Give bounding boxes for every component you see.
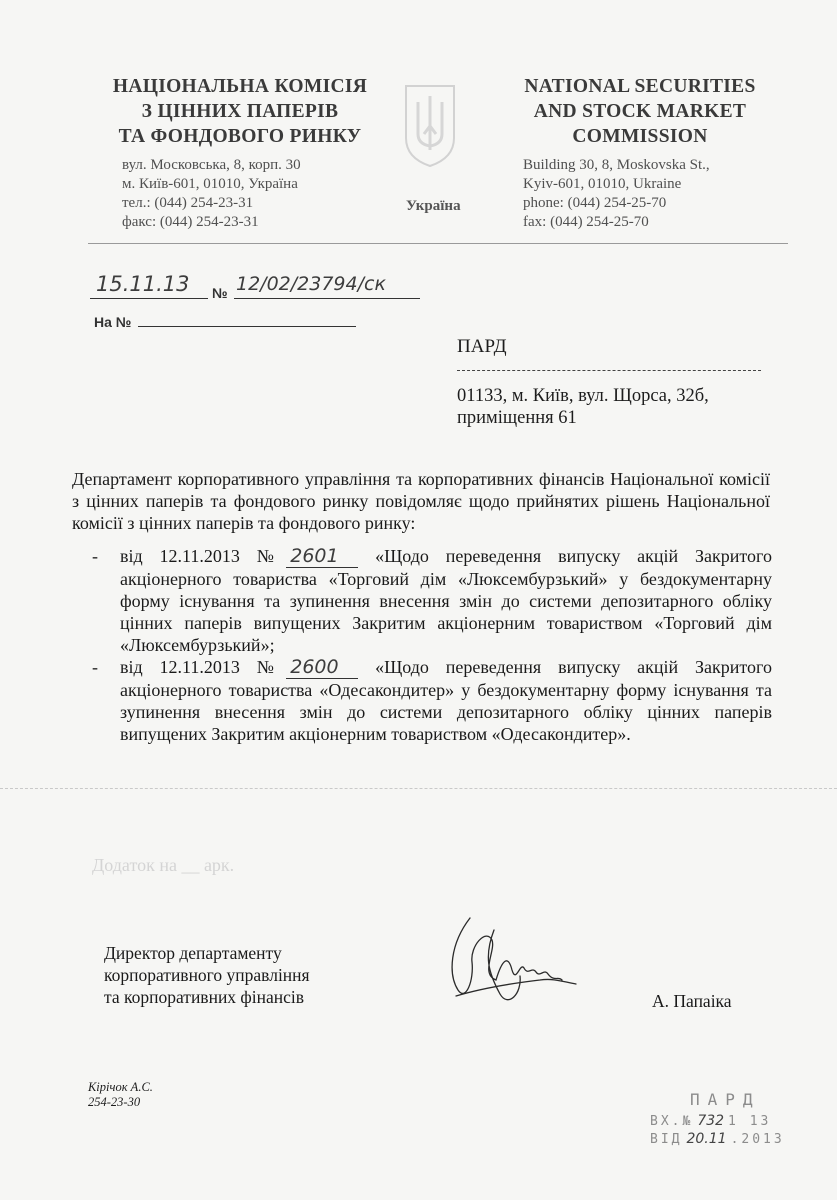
stamp-date-suffix: .2013 — [730, 1132, 785, 1147]
executor-name: Кірічок А.С. — [88, 1080, 153, 1094]
header-en-address-1: Building 30, 8, Moskovska St., — [523, 157, 710, 173]
incoming-stamp — [650, 1090, 820, 1160]
coat-of-arms-icon — [398, 80, 462, 170]
item-2-text: «Щодо переведення випуску акцій Закритого акціонерного товариства «Одесакондитер» у бездокументарну форму існування та зупинення внесення змін до системи депозитарного обліку цінних паперів випущених Закритим акціонерним товариством «Одесакондитер». — [120, 657, 772, 744]
item-1 — [120, 545, 772, 656]
stamp-line-2 — [650, 1130, 785, 1148]
signer-position — [104, 942, 310, 1008]
header-ua-title-1: НАЦІОНАЛЬНА КОМІСІЯ — [112, 76, 368, 97]
signer-name: А. Папаіка — [652, 991, 732, 1011]
executor — [88, 1080, 153, 1110]
country-label: Україна — [406, 198, 461, 214]
stamp-org: ПАРД — [690, 1090, 761, 1109]
body-intro: Департамент корпоративного управління та корпоративних фінансів Національної комісії з цінних паперів та фондового ринку повідомляє щодо прийнятих рішень Національної комісії з цінних паперів та фондового ринку: — [72, 469, 770, 533]
recipient-address-1: 01133, м. Київ, вул. Щорса, 32б, — [457, 386, 709, 406]
header-divider — [88, 243, 788, 244]
item-1-text: «Щодо переведення випуску акцій Закритого акціонерного товариства «Торговий дім «Люксембурзький» у бездокументарну форму існування та зупинення внесення змін до системи депозитарного обліку цінних паперів випущених Закритим акціонерним товариством «Торговий дім «Люксембурзький»; — [120, 546, 772, 655]
recipient-address-2: приміщення 61 — [457, 408, 577, 428]
header-ua-title-3: ТА ФОНДОВОГО РИНКУ — [118, 126, 362, 147]
stamp-line-1 — [650, 1112, 771, 1130]
item-1-number-field — [286, 545, 358, 568]
outgoing-number: 12/02/23794/ск — [236, 273, 386, 295]
item-1-prefix: від 12.11.2013 № — [120, 546, 287, 566]
header-ua-title-2: З ЦІННИХ ПАПЕРІВ — [141, 101, 339, 122]
outgoing-number-label: № — [212, 285, 228, 301]
outgoing-number-field — [234, 270, 420, 299]
header-ua-phone: тел.: (044) 254-23-31 — [122, 195, 254, 211]
stamp-in-number: 732 — [697, 1113, 725, 1129]
reply-to-field — [138, 326, 356, 327]
item-1-bullet: - — [92, 546, 98, 566]
signer-position-3: та корпоративних фінансів — [104, 987, 305, 1007]
fold-line — [0, 788, 837, 789]
header-ua-address-1: вул. Московська, 8, корп. 30 — [122, 157, 301, 173]
item-2-number: 2600 — [290, 656, 339, 678]
item-2-prefix: від 12.11.2013 № — [120, 657, 287, 677]
bleed-through-text: Додаток на __ арк. — [92, 855, 235, 875]
header-en-address-2: Kyiv-601, 01010, Ukraine — [523, 176, 682, 192]
item-2-number-field — [286, 656, 358, 679]
stamp-date-prefix: ВІД — [650, 1132, 683, 1147]
stamp-date: 20.11 — [686, 1131, 727, 1147]
header-ua-address-2: м. Київ-601, 01010, Україна — [122, 176, 298, 192]
header-en-title-1: NATIONAL SECURITIES — [524, 76, 756, 97]
item-2-bullet: - — [92, 657, 98, 677]
header-en-address — [523, 156, 803, 232]
header-en-fax: fax: (044) 254-25-70 — [523, 214, 649, 230]
header-ua-fax: факс: (044) 254-23-31 — [122, 214, 259, 230]
header-ua — [95, 74, 385, 149]
header-en-phone: phone: (044) 254-25-70 — [523, 195, 667, 211]
signer-position-2: корпоративного управління — [104, 965, 310, 985]
recipient-dash-line — [457, 370, 761, 371]
stamp-in-suffix: 1 13 — [728, 1114, 772, 1129]
header-en-title-2: AND STOCK MARKET — [533, 101, 747, 122]
header-en — [490, 74, 790, 149]
item-1-number: 2601 — [290, 545, 339, 567]
signer-position-1: Директор департаменту — [104, 943, 282, 963]
header-ua-address — [122, 156, 382, 232]
stamp-in-prefix: ВХ.№ — [650, 1114, 694, 1129]
item-2 — [120, 656, 772, 745]
executor-phone: 254-23-30 — [88, 1095, 141, 1109]
outgoing-date-field — [90, 270, 208, 299]
header-en-title-3: COMMISSION — [572, 126, 708, 147]
reply-to-label: На № — [94, 314, 132, 330]
outgoing-date: 15.11.13 — [96, 272, 190, 296]
signature-mark — [436, 910, 586, 1020]
recipient-name: ПАРД — [457, 336, 507, 357]
